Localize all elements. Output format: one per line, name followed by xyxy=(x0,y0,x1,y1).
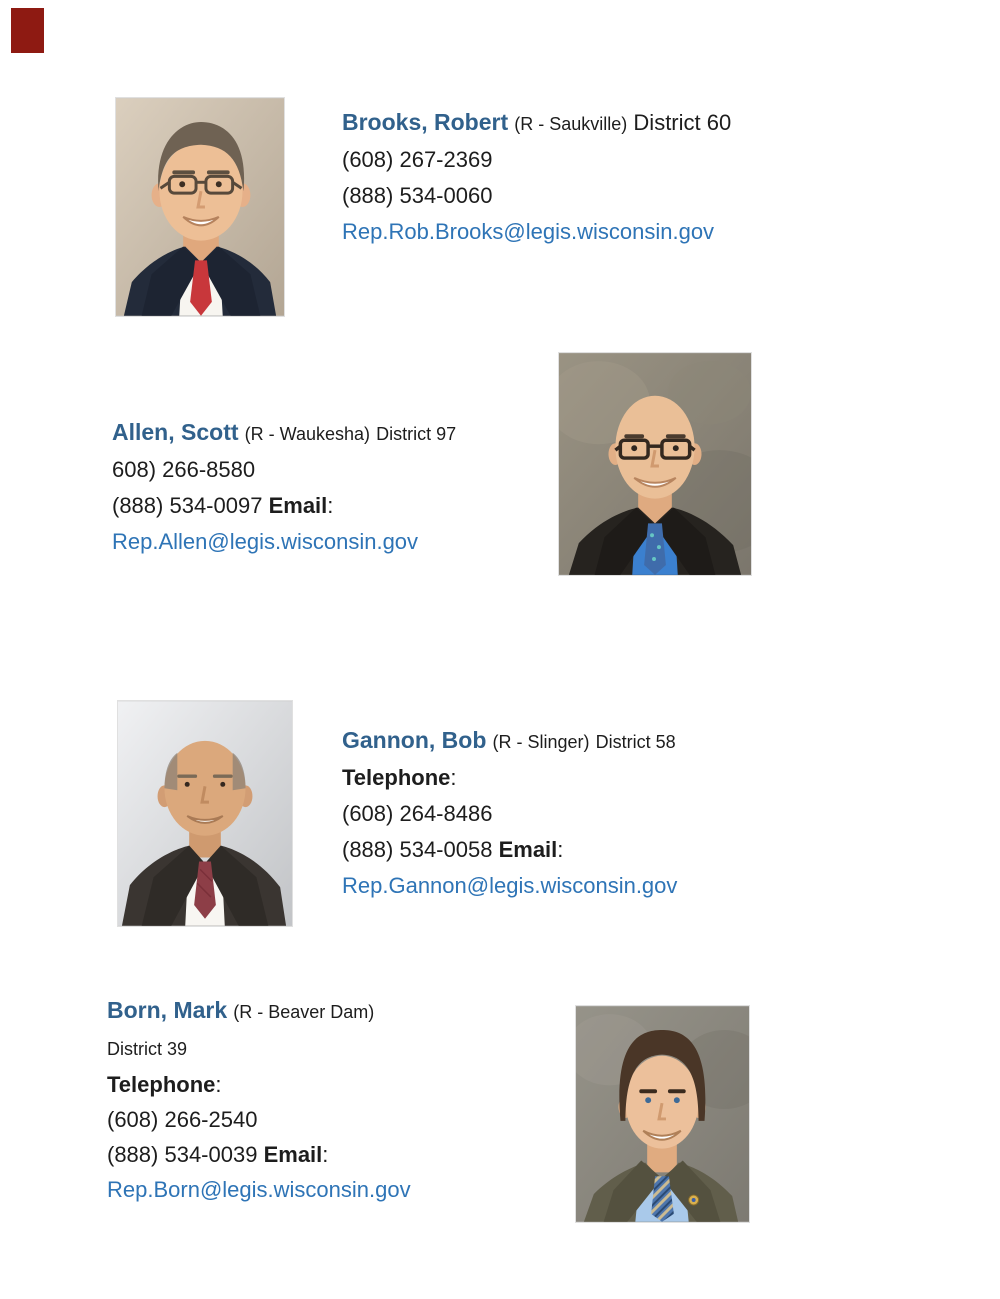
name-line xyxy=(342,104,731,142)
party-affiliation: (R - Beaver Dam) xyxy=(233,1002,375,1022)
telephone-label-line xyxy=(107,1067,411,1102)
name-line xyxy=(112,414,456,452)
email-label: Email xyxy=(498,837,558,862)
name-line xyxy=(342,722,677,760)
portrait-photo-brooks xyxy=(115,97,285,317)
party-affiliation: (R - Waukesha) xyxy=(244,424,370,444)
colon: : xyxy=(215,1072,222,1097)
email-label: Email xyxy=(268,493,328,518)
phone-number-tollfree: (888) 534-0039 xyxy=(107,1142,258,1167)
email-link[interactable]: Rep.Gannon@legis.wisconsin.gov xyxy=(342,873,678,898)
legislator-name: Brooks, Robert xyxy=(342,109,509,135)
email-line xyxy=(112,524,456,560)
district-label: District 97 xyxy=(376,424,457,444)
phone-line xyxy=(342,178,731,214)
telephone-label: Telephone xyxy=(342,765,451,790)
name-line xyxy=(107,993,411,1030)
email-line xyxy=(342,214,731,250)
email-link[interactable]: Rep.Rob.Brooks@legis.wisconsin.gov xyxy=(342,219,715,244)
email-label: Email xyxy=(263,1142,323,1167)
portrait-photo-gannon xyxy=(117,700,293,927)
legislator-name: Gannon, Bob xyxy=(342,727,487,753)
phone-and-email-label-line xyxy=(112,488,456,524)
district-label: District 60 xyxy=(633,110,732,135)
red-rectangle-marker xyxy=(11,8,44,53)
phone-number-tollfree: (888) 534-0060 xyxy=(342,183,493,208)
phone-number: 608) 266-8580 xyxy=(112,457,256,482)
email-line xyxy=(342,868,677,904)
telephone-label: Telephone xyxy=(107,1072,216,1097)
portrait-photo-born xyxy=(575,1005,750,1223)
colon: : xyxy=(557,837,564,862)
email-line xyxy=(107,1172,411,1207)
contact-block-brooks xyxy=(342,104,731,250)
phone-line xyxy=(342,796,677,832)
phone-and-email-label-line xyxy=(107,1137,411,1172)
phone-number-tollfree: (888) 534-0058 xyxy=(342,837,493,862)
district-label: District 39 xyxy=(107,1039,188,1059)
portrait-photo-allen xyxy=(558,352,752,576)
telephone-label-line xyxy=(342,760,677,796)
phone-number: (608) 264-8486 xyxy=(342,801,493,826)
phone-number: (608) 266-2540 xyxy=(107,1107,258,1132)
phone-line xyxy=(112,452,456,488)
contact-block-gannon xyxy=(342,722,677,904)
colon: : xyxy=(450,765,457,790)
phone-line xyxy=(342,142,731,178)
district-label: District 58 xyxy=(595,732,676,752)
phone-line xyxy=(107,1102,411,1137)
phone-and-email-label-line xyxy=(342,832,677,868)
phone-number-tollfree: (888) 534-0097 xyxy=(112,493,263,518)
phone-number: (608) 267-2369 xyxy=(342,147,493,172)
contact-block-born xyxy=(107,993,411,1207)
party-affiliation: (R - Saukville) xyxy=(514,114,628,134)
colon: : xyxy=(322,1142,329,1167)
email-link[interactable]: Rep.Born@legis.wisconsin.gov xyxy=(107,1177,411,1202)
district-line xyxy=(107,1030,411,1067)
legislator-name: Born, Mark xyxy=(107,997,228,1023)
contact-block-allen xyxy=(112,414,456,560)
party-affiliation: (R - Slinger) xyxy=(492,732,590,752)
legislator-name: Allen, Scott xyxy=(112,419,239,445)
email-link[interactable]: Rep.Allen@legis.wisconsin.gov xyxy=(112,529,419,554)
colon: : xyxy=(327,493,334,518)
